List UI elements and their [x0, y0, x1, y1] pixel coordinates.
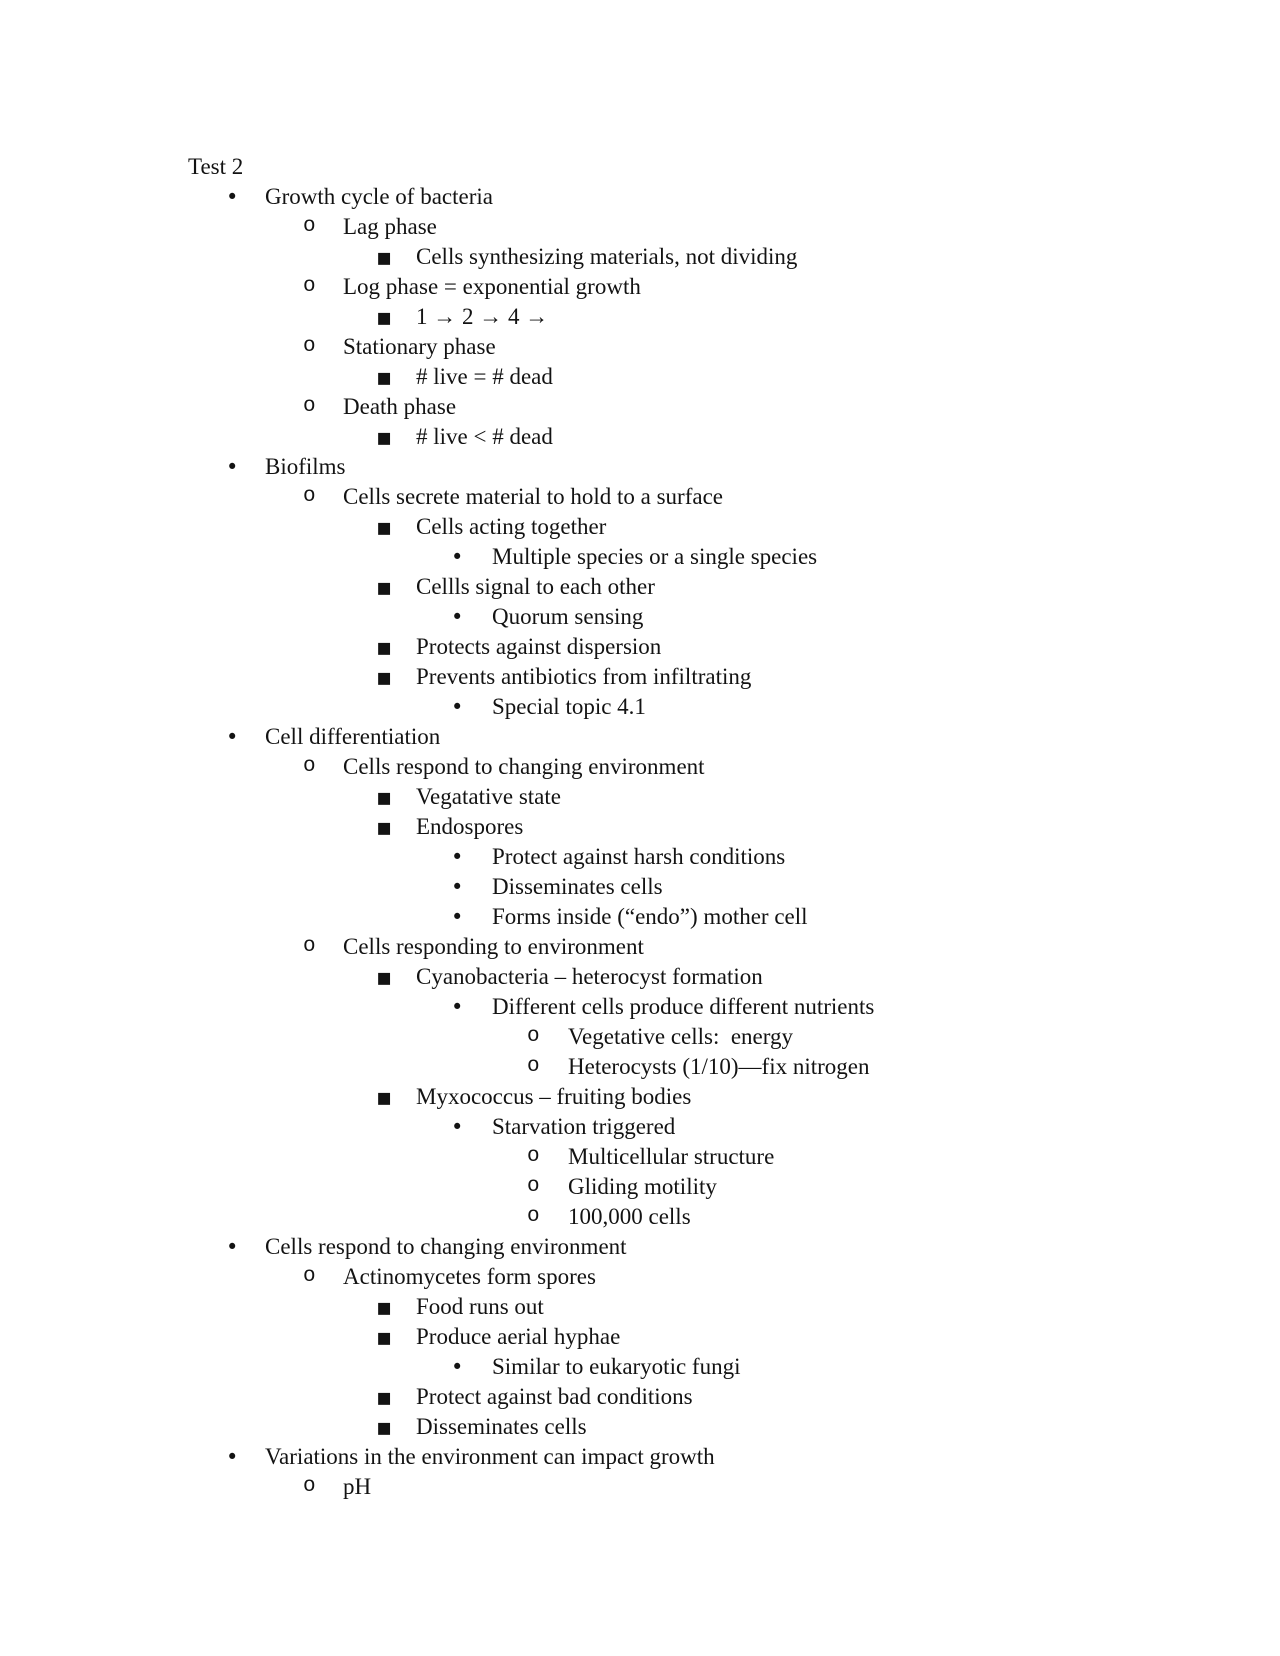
- list-item-text: Protects against dispersion: [416, 634, 662, 659]
- list-item-text: Biofilms: [265, 454, 346, 479]
- list-item: [0, 212, 1280, 242]
- bullet-glyph: ▪: [376, 513, 393, 541]
- bullet-glyph: o: [303, 1475, 316, 1498]
- list-item: [0, 1262, 1280, 1292]
- list-item-text: Cells respond to changing environment: [265, 1234, 627, 1259]
- list-item: [0, 932, 1280, 962]
- list-item: [0, 842, 1280, 872]
- list-item: [0, 542, 1280, 572]
- list-item: [0, 1112, 1280, 1142]
- list-item: [0, 1022, 1280, 1052]
- bullet-glyph: o: [527, 1205, 540, 1228]
- list-item-text: Produce aerial hyphae: [416, 1324, 621, 1349]
- bullet-glyph: ▪: [376, 423, 393, 451]
- bullet-glyph: ▪: [376, 1083, 393, 1111]
- list-item: [0, 872, 1280, 902]
- bullet-glyph: ▪: [376, 303, 393, 331]
- bullet-glyph: o: [303, 395, 316, 418]
- bullet-glyph: ▪: [376, 1323, 393, 1351]
- list-item-text: Multicellular structure: [568, 1144, 775, 1169]
- bullet-glyph: ▪: [376, 1383, 393, 1411]
- list-item: [0, 962, 1280, 992]
- bullet-glyph: o: [303, 935, 316, 958]
- list-item: [0, 1412, 1280, 1442]
- list-item: [0, 1142, 1280, 1172]
- page-title: Test 2: [188, 154, 244, 179]
- list-item-text: Disseminates cells: [416, 1414, 587, 1439]
- list-item: [0, 692, 1280, 722]
- bullet-glyph: o: [303, 755, 316, 778]
- bullet-glyph: •: [451, 695, 464, 719]
- list-item: [0, 812, 1280, 842]
- bullet-glyph: ▪: [376, 1413, 393, 1441]
- list-item: [0, 182, 1280, 212]
- list-item: [0, 752, 1280, 782]
- bullet-glyph: o: [303, 1265, 316, 1288]
- list-item-text: Stationary phase: [343, 334, 496, 359]
- bullet-glyph: ▪: [376, 663, 393, 691]
- bullet-glyph: o: [303, 335, 316, 358]
- list-item: [0, 1202, 1280, 1232]
- list-item-text: Death phase: [343, 394, 457, 419]
- list-item-text: Protect against bad conditions: [416, 1384, 693, 1409]
- bullet-glyph: •: [451, 875, 464, 899]
- bullet-glyph: •: [226, 185, 239, 209]
- list-item-text: Vegatative state: [416, 784, 561, 809]
- bullet-glyph: •: [226, 1235, 239, 1259]
- bullet-glyph: •: [451, 1115, 464, 1139]
- list-item-text: Food runs out: [416, 1294, 544, 1319]
- list-item: [0, 422, 1280, 452]
- bullet-glyph: ▪: [376, 813, 393, 841]
- bullet-glyph: •: [451, 1355, 464, 1379]
- list-item-text: Gliding motility: [568, 1174, 717, 1199]
- bullet-glyph: •: [451, 995, 464, 1019]
- list-item-text: Cyanobacteria – heterocyst formation: [416, 964, 763, 989]
- list-item-text: Similar to eukaryotic fungi: [492, 1354, 741, 1379]
- list-item-text: Cellls signal to each other: [416, 574, 655, 599]
- bullet-glyph: •: [451, 845, 464, 869]
- list-item: [0, 602, 1280, 632]
- list-item-text: Prevents antibiotics from infiltrating: [416, 664, 752, 689]
- list-item: [0, 362, 1280, 392]
- list-item-text: # live = # dead: [416, 364, 553, 389]
- list-item-text: 100,000 cells: [568, 1204, 691, 1229]
- list-item-text: Lag phase: [343, 214, 437, 239]
- list-item-text: Starvation triggered: [492, 1114, 676, 1139]
- list-item-text: Myxococcus – fruiting bodies: [416, 1084, 692, 1109]
- list-item: [0, 302, 1280, 332]
- bullet-glyph: ▪: [376, 363, 393, 391]
- bullet-glyph: •: [451, 605, 464, 629]
- list-item: [0, 992, 1280, 1022]
- list-item-text: Cells responding to environment: [343, 934, 644, 959]
- bullet-glyph: o: [303, 485, 316, 508]
- bullet-glyph: ▪: [376, 573, 393, 601]
- list-item-text: Protect against harsh conditions: [492, 844, 786, 869]
- bullet-glyph: ▪: [376, 1293, 393, 1321]
- list-item: [0, 782, 1280, 812]
- list-item-text: 1 → 2 → 4 →: [416, 304, 549, 329]
- list-item-text: Special topic 4.1: [492, 694, 646, 719]
- list-item: [0, 632, 1280, 662]
- bullet-glyph: ▪: [376, 963, 393, 991]
- list-item-text: # live < # dead: [416, 424, 553, 449]
- list-item: [0, 1352, 1280, 1382]
- list-item-text: pH: [343, 1474, 372, 1499]
- list-item-text: Heterocysts (1/10)—fix nitrogen: [568, 1054, 870, 1079]
- bullet-glyph: o: [303, 215, 316, 238]
- list-item-text: Forms inside (“endo”) mother cell: [492, 904, 808, 929]
- list-item: [0, 1172, 1280, 1202]
- bullet-glyph: ▪: [376, 783, 393, 811]
- list-item-text: Different cells produce different nutrients: [492, 994, 875, 1019]
- bullet-glyph: •: [451, 905, 464, 929]
- bullet-glyph: o: [303, 275, 316, 298]
- list-item: [0, 572, 1280, 602]
- bullet-glyph: •: [226, 455, 239, 479]
- list-item-text: Actinomycetes form spores: [343, 1264, 596, 1289]
- list-item-text: Endospores: [416, 814, 524, 839]
- list-item-text: Multiple species or a single species: [492, 544, 818, 569]
- bullet-glyph: o: [527, 1025, 540, 1048]
- bullet-glyph: ▪: [376, 243, 393, 271]
- page-title-line: [0, 152, 1280, 182]
- list-item: [0, 512, 1280, 542]
- list-item: [0, 1082, 1280, 1112]
- list-item: [0, 1322, 1280, 1352]
- list-item: [0, 272, 1280, 302]
- outline-list: [0, 182, 1280, 1502]
- list-item-text: Cells secrete material to hold to a surface: [343, 484, 723, 509]
- list-item-text: Cells respond to changing environment: [343, 754, 705, 779]
- list-item: [0, 452, 1280, 482]
- list-item-text: Quorum sensing: [492, 604, 644, 629]
- bullet-glyph: •: [451, 545, 464, 569]
- bullet-glyph: •: [226, 725, 239, 749]
- list-item-text: Cells synthesizing materials, not dividing: [416, 244, 798, 269]
- list-item: [0, 482, 1280, 512]
- bullet-glyph: •: [226, 1445, 239, 1469]
- list-item: [0, 1442, 1280, 1472]
- list-item: [0, 722, 1280, 752]
- list-item: [0, 332, 1280, 362]
- list-item: [0, 1052, 1280, 1082]
- list-item-text: Growth cycle of bacteria: [265, 184, 493, 209]
- list-item: [0, 1382, 1280, 1412]
- bullet-glyph: ▪: [376, 633, 393, 661]
- list-item: [0, 242, 1280, 272]
- bullet-glyph: o: [527, 1055, 540, 1078]
- list-item: [0, 662, 1280, 692]
- list-item: [0, 902, 1280, 932]
- list-item: [0, 392, 1280, 422]
- list-item-text: Disseminates cells: [492, 874, 663, 899]
- list-item: [0, 1472, 1280, 1502]
- list-item: [0, 1292, 1280, 1322]
- list-item: [0, 1232, 1280, 1262]
- bullet-glyph: o: [527, 1145, 540, 1168]
- list-item-text: Log phase = exponential growth: [343, 274, 641, 299]
- list-item-text: Cells acting together: [416, 514, 607, 539]
- list-item-text: Cell differentiation: [265, 724, 441, 749]
- list-item-text: Vegetative cells: energy: [568, 1024, 794, 1049]
- bullet-glyph: o: [527, 1175, 540, 1198]
- list-item-text: Variations in the environment can impact growth: [265, 1444, 715, 1469]
